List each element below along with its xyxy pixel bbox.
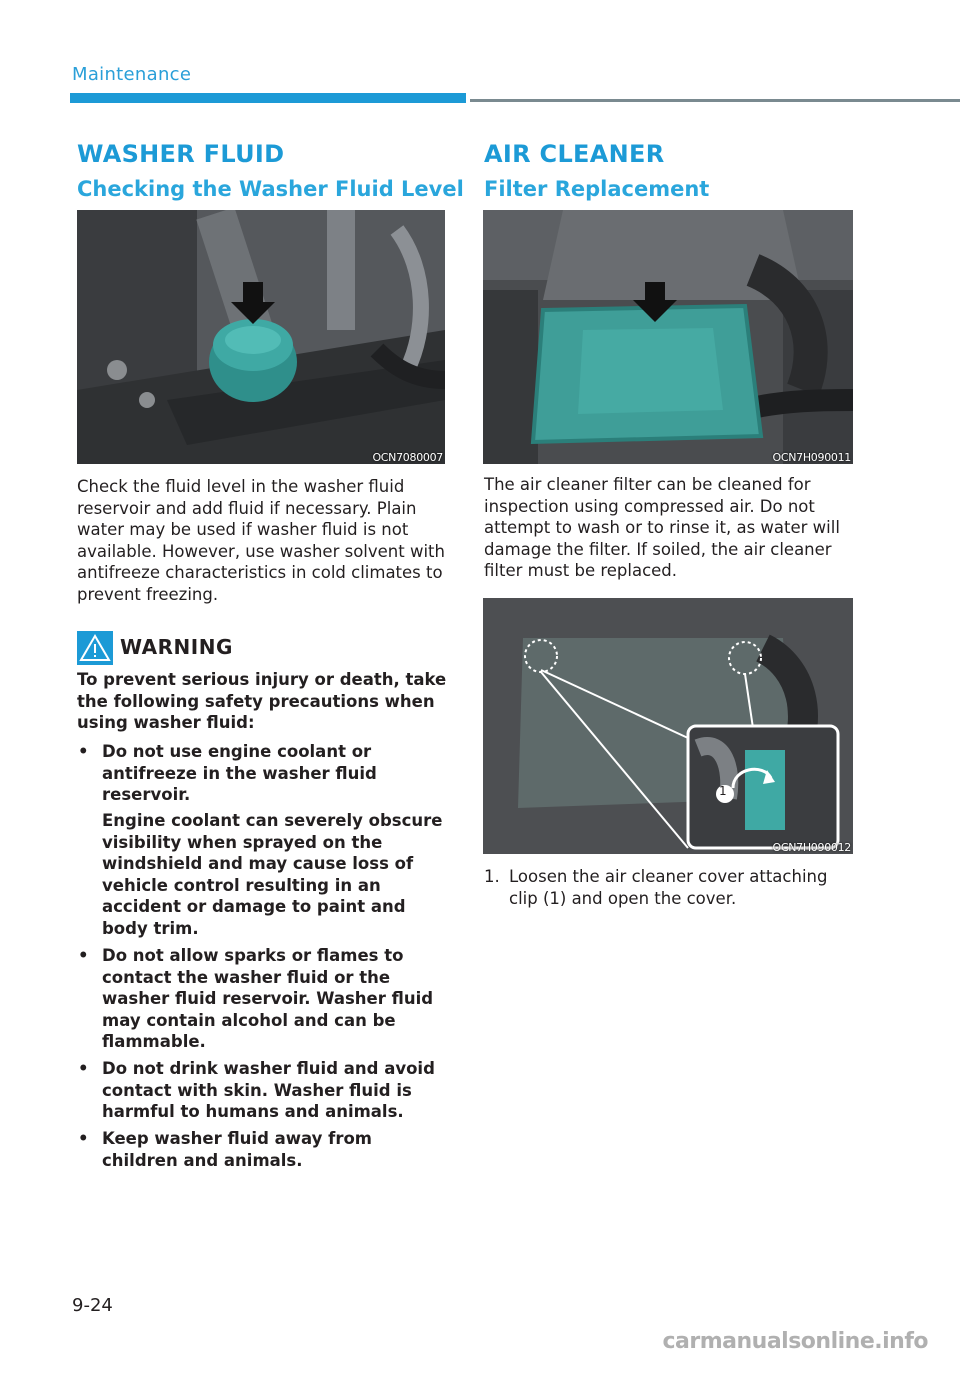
washer-fluid-reservoir-photo bbox=[77, 210, 445, 464]
air-cleaner-clip-illustration bbox=[483, 598, 853, 854]
step-number: 1. bbox=[484, 867, 500, 886]
figure-code: OCN7H090012 bbox=[772, 841, 851, 854]
warning-title: WARNING bbox=[120, 635, 233, 659]
section-title-washer-fluid: WASHER FLUID bbox=[77, 140, 285, 168]
header-rule-primary bbox=[70, 93, 466, 103]
warning-item-text: Do not allow sparks or flames to contact the washer fluid or the washer fluid reservoir. Washer fluid may contain alcohol and can be flammable. bbox=[102, 946, 434, 1051]
warning-icon bbox=[77, 631, 113, 665]
step-text: Loosen the air cleaner cover attaching clip (1) and open the cover. bbox=[509, 867, 828, 908]
figure-code: OCN7080007 bbox=[372, 451, 443, 464]
engine-bay-illustration bbox=[77, 210, 445, 464]
watermark: carmanualsonline.info bbox=[662, 1329, 928, 1354]
subsection-title-checking: Checking the Washer Fluid Level bbox=[77, 177, 464, 201]
air-cleaner-paragraph: The air cleaner filter can be cleaned for inspection using compressed air. Do not attempt to wash or to rinse it, as water will damage the filter. If soiled, the air cleaner filter must be replaced. bbox=[484, 475, 840, 580]
bullet-icon: • bbox=[78, 1129, 89, 1148]
warning-item-text: Keep washer fluid away from children and animals. bbox=[102, 1129, 372, 1170]
bullet-icon: • bbox=[78, 1059, 89, 1078]
air-cleaner-clip-photo bbox=[483, 598, 853, 854]
bullet-icon: • bbox=[78, 742, 89, 761]
header-rule-secondary bbox=[470, 99, 960, 102]
air-cleaner-illustration bbox=[483, 210, 853, 464]
subsection-title-filter: Filter Replacement bbox=[484, 177, 710, 201]
page-number: 9-24 bbox=[72, 1295, 113, 1316]
warning-item-text: Do not drink washer fluid and avoid contact with skin. Washer fluid is harmful to humans and animals. bbox=[102, 1059, 435, 1121]
chapter-title: Maintenance bbox=[72, 64, 192, 85]
warning-intro: To prevent serious injury or death, take the following safety precautions when using washer fluid: bbox=[77, 670, 447, 732]
washer-fluid-paragraph: Check the fluid level in the washer fluid reservoir and add fluid if necessary. Plain water may be used if washer fluid is not available. However, use washer solvent with antifreeze characteristics in cold climates to prevent freezing. bbox=[77, 477, 445, 604]
figure-code: OCN7H090011 bbox=[772, 451, 851, 464]
bullet-icon: • bbox=[78, 946, 89, 965]
warning-item-text: Do not use engine coolant or antifreeze in the washer fluid reservoir. bbox=[102, 742, 377, 804]
section-title-air-cleaner: AIR CLEANER bbox=[484, 140, 665, 168]
air-cleaner-photo bbox=[483, 210, 853, 464]
callout-label: 1 bbox=[719, 784, 727, 798]
warning-item-note: Engine coolant can severely obscure visibility when sprayed on the windshield and may cause loss of vehicle control resulting in an accident or damage to paint and body trim. bbox=[102, 811, 443, 938]
